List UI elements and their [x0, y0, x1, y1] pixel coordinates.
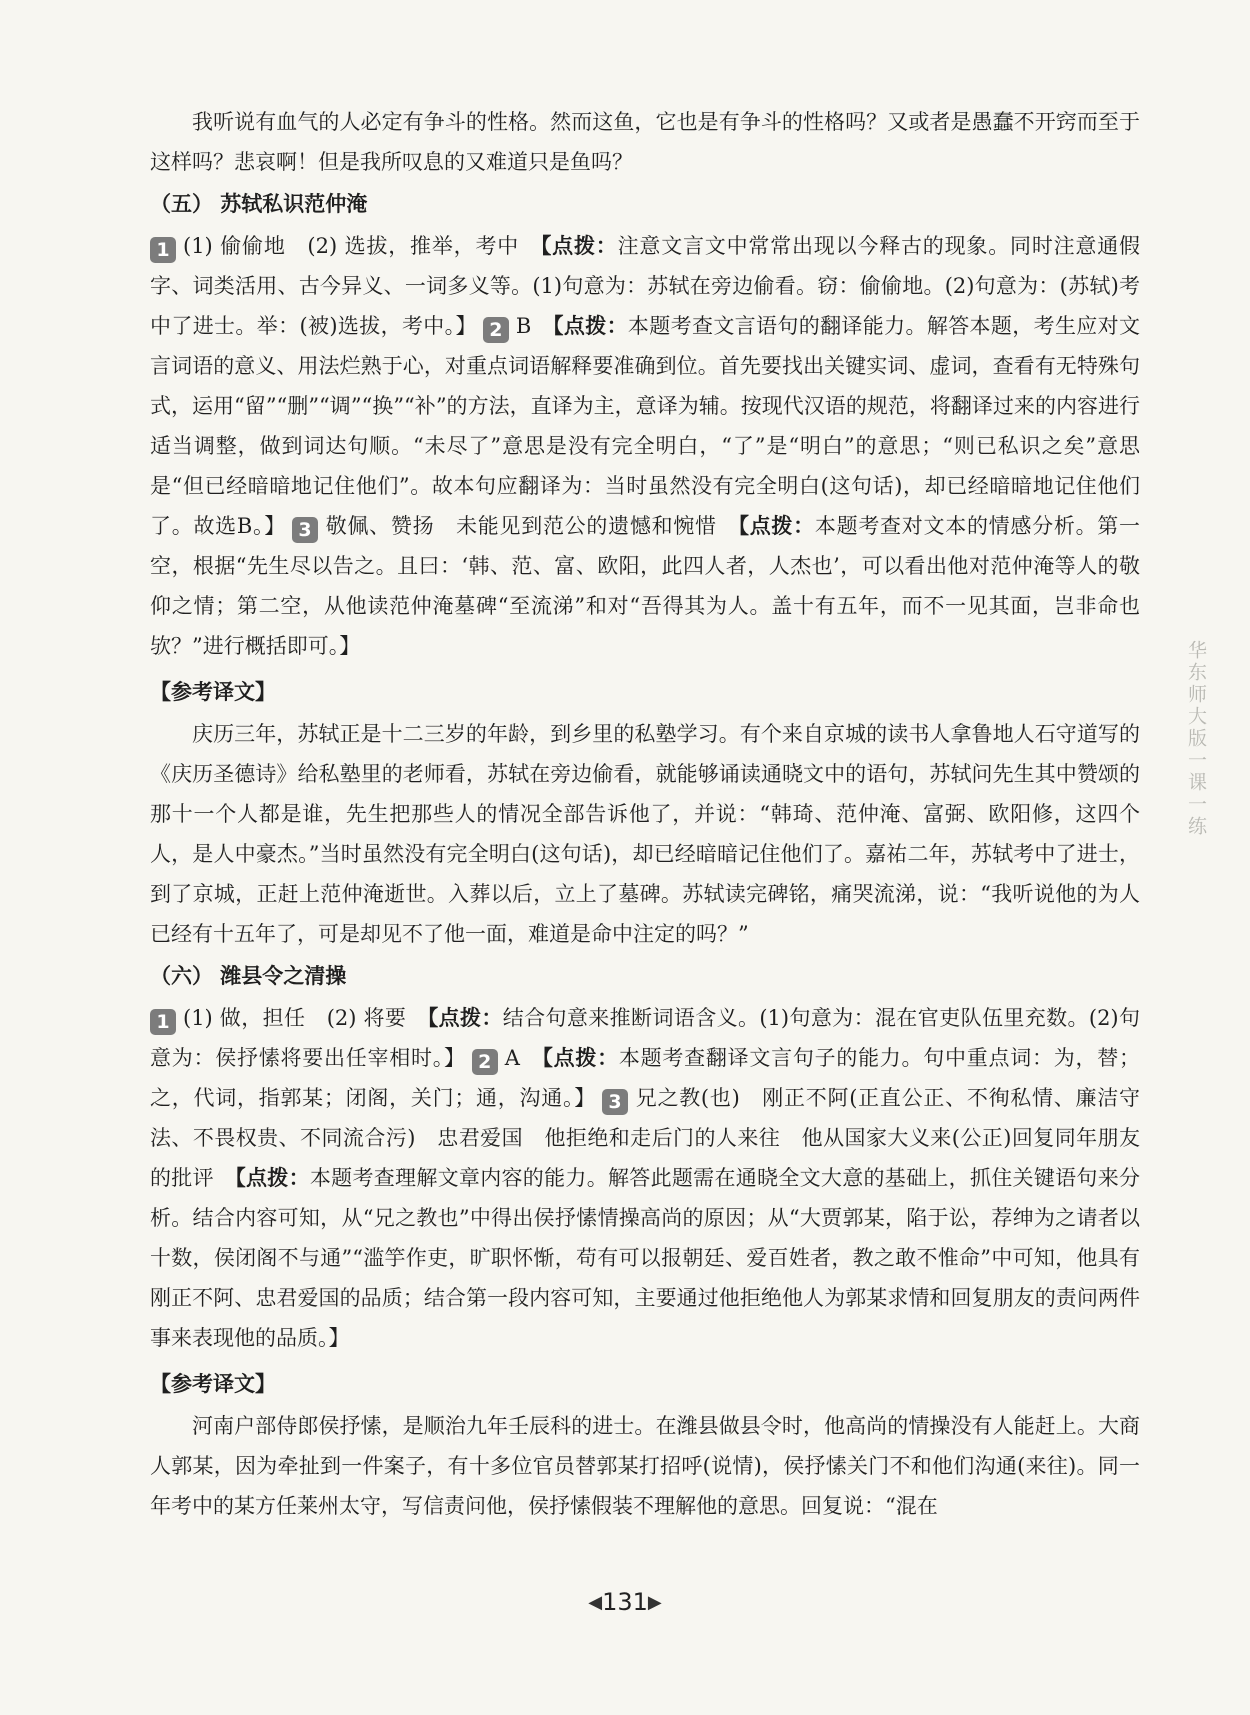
- answer-2-text: A: [504, 1046, 520, 1070]
- tip-1-text: 注意文言文中常常出现以今释古的现象。同时注意通假字、词类活用、古今异义、一词多义等。(1)句意为：苏轼在旁边偷看。窃：偷偷地。(2)句意为：(苏轼)考中了进士。举：(被)选拔，考中。】: [150, 234, 1141, 338]
- answer-number-badge: 1: [150, 1009, 176, 1035]
- tip-2-text: 本题考查翻译文言句子的能力。句中重点词：为，替；之，代词，指郭某；闭阁，关门；通，沟通。】: [150, 1046, 1141, 1110]
- answer-number-badge: 3: [292, 517, 318, 543]
- page-number: [0, 1588, 1250, 1616]
- section-6-translation: 河南户部侍郎侯抒愫，是顺治九年壬辰科的进士。在潍县做县令时，他高尚的情操没有人能赶上。大商人郭某，因为牵扯到一件案子，有十多位官员替郭某打招呼(说情)，侯抒愫关门不和他们沟通(来往)。同一年考中的某方任莱州太守，写信责问他，侯抒愫假装不理解他的意思。回复说：“混在: [150, 1414, 1140, 1518]
- tip-label: 【点拨：: [235, 1166, 310, 1190]
- tip-label: 【点拨：: [427, 1006, 503, 1030]
- answer-number-badge: 3: [602, 1089, 628, 1115]
- answer-2-text: B: [515, 314, 532, 338]
- reference-translation-label: 【参考译文】: [150, 680, 276, 704]
- section-5-answers: [150, 226, 1140, 666]
- tip-label: 【点拨：: [553, 314, 628, 338]
- tip-label: 【点拨：: [542, 1046, 619, 1070]
- answer-3-text: 敬佩、赞扬 未能见到范公的遗憾和惋惜: [325, 514, 717, 538]
- answer-3-text: 兄之教(也) 刚正不阿(正直公正、不徇私情、廉洁守法、不畏权贵、不同流合污) 忠君爱国 他拒绝和走后门的人来往 他从国家大义来(公正)回复同年朋友的批评: [150, 1086, 1140, 1190]
- left-arrow-icon: ◀: [588, 1592, 603, 1613]
- tip-label: 【点拨：: [738, 514, 815, 538]
- side-margin-text: 华东师大版一课一练: [1185, 640, 1207, 838]
- tip-label: 【点拨：: [540, 234, 618, 258]
- answer-1-text: (1) 做，担任 (2) 将要: [183, 1006, 407, 1030]
- tip-1-text: 结合句意来推断词语含义。(1)句意为：混在官吏队伍里充数。(2)句意为：侯抒愫将要出任宰相时。】: [150, 1006, 1141, 1070]
- section-6-title: （六） 潍县令之清操: [150, 964, 347, 988]
- section-5-translation: 庆历三年，苏轼正是十二三岁的年龄，到乡里的私塾学习。有个来自京城的读书人拿鲁地人石守道写的《庆历圣德诗》给私塾里的老师看，苏轼在旁边偷看，就能够诵读通晓文中的语句，苏轼问先生其中赞颂的那十一个人都是谁，先生把那些人的情况全部告诉他了，并说：“韩琦、范仲淹、富弼、欧阳修，这四个人，是人中豪杰。”当时虽然没有完全明白(这句话)，却已经暗暗记住他们了。嘉祐二年，苏轼考中了进士，到了京城，正赶上范仲淹逝世。入葬以后，立上了墓碑。苏轼读完碑铭，痛哭流涕，说：“我听说他的为人已经有十五年了，可是却见不了他一面，难道是命中注定的吗？”: [150, 722, 1140, 946]
- section-5-title: （五） 苏轼私识范仲淹: [150, 192, 368, 216]
- page-number-text: 131: [602, 1588, 648, 1616]
- answer-number-badge: 2: [483, 317, 509, 343]
- answer-1-text: (1) 偷偷地 (2) 选拔，推举，考中: [183, 234, 520, 258]
- answer-number-badge: 2: [472, 1049, 498, 1075]
- section-6-answers: [150, 998, 1140, 1358]
- page-content: [150, 102, 1140, 1526]
- tip-3-text: 本题考查对文本的情感分析。第一空，根据“先生尽以告之。且曰：‘韩、范、富、欧阳，此四人者，人杰也’，可以看出他对范仲淹等人的敬仰之情；第二空，从他读范仲淹墓碑“至流涕”和对“吾得其为人。盖十有五年，而不一见其面，岂非命也欤？”进行概括即可。】: [150, 514, 1141, 658]
- reference-translation-label: 【参考译文】: [150, 1372, 276, 1396]
- answer-number-badge: 1: [150, 237, 176, 263]
- intro-paragraph: 我听说有血气的人必定有争斗的性格。然而这鱼，它也是有争斗的性格吗？又或者是愚蠢不开窍而至于这样吗？悲哀啊！但是我所叹息的又难道只是鱼吗？: [150, 110, 1140, 174]
- right-arrow-icon: ▶: [647, 1592, 662, 1613]
- tip-3-text: 本题考查理解文章内容的能力。解答此题需在通晓全文大意的基础上，抓住关键语句来分析。结合内容可知，从“兄之教也”中得出侯抒愫情操高尚的原因；从“大贾郭某，陷于讼，荐绅为之请者以十数，侯闭阁不与通”“滥竽作吏，旷职怀惭，苟有可以报朝廷、爱百姓者，教之敢不惟命”中可知，他具有刚正不阿、忠君爱国的品质；结合第一段内容可知，主要通过他拒绝他人为郭某求情和回复朋友的责问两件事来表现他的品质。】: [150, 1166, 1141, 1350]
- tip-2-text: 本题考查文言语句的翻译能力。解答本题，考生应对文言词语的意义、用法烂熟于心，对重点词语解释要准确到位。首先要找出关键实词、虚词，查看有无特殊句式，运用“留”“删”“调”“换”“补”的方法，直译为主，意译为辅。按现代汉语的规范，将翻译过来的内容进行适当调整，做到词达句顺。“未尽了”意思是没有完全明白，“了”是“明白”的意思；“则已私识之矣”意思是“但已经暗暗地记住他们”。故本句应翻译为：当时虽然没有完全明白(这句话)，却已经暗暗地记住他们了。故选B。】: [150, 314, 1141, 538]
